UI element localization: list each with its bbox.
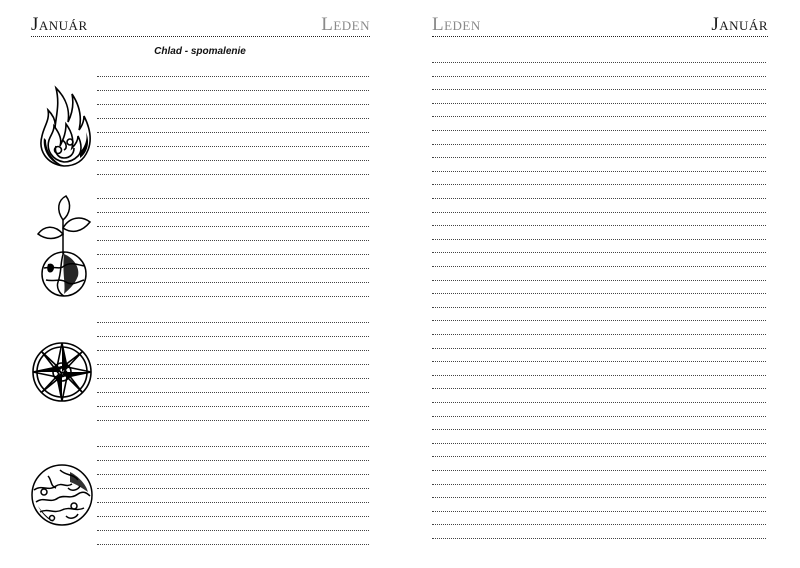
writing-line [97,474,369,475]
writing-line [97,104,369,105]
writing-line [97,282,369,283]
writing-line [97,420,369,421]
writing-line [432,225,766,226]
writing-line [432,511,766,512]
writing-line [432,402,766,403]
writing-line [97,336,369,337]
writing-line [432,184,766,185]
writing-line [432,252,766,253]
writing-line [97,488,369,489]
writing-line [432,266,766,267]
writing-line [97,254,369,255]
writing-line [432,388,766,389]
compass-rose-icon [30,336,94,408]
writing-line [97,160,369,161]
writing-line [97,296,369,297]
header-rule [31,36,370,37]
writing-line [432,524,766,525]
writing-line [432,103,766,104]
water-globe-icon [30,462,94,528]
earth-sprout-icon [34,194,94,298]
writing-line [97,392,369,393]
writing-line [432,497,766,498]
writing-line [432,62,766,63]
writing-line [432,76,766,77]
writing-line [432,116,766,117]
writing-line [97,544,369,545]
writing-line [97,350,369,351]
writing-line [432,157,766,158]
writing-line [432,307,766,308]
header-month-czech: Leden [321,14,370,35]
writing-line [97,406,369,407]
header-month-czech: Leden [432,14,481,35]
writing-line [97,530,369,531]
page-subtitle: Chlad - spomalenie [154,46,246,57]
writing-line [97,322,369,323]
writing-line [432,293,766,294]
writing-line [97,446,369,447]
writing-line [432,198,766,199]
writing-line [432,429,766,430]
writing-line [432,130,766,131]
writing-line [432,443,766,444]
writing-line [432,212,766,213]
writing-line [432,375,766,376]
writing-line [97,516,369,517]
writing-line [432,334,766,335]
writing-line [97,198,369,199]
writing-line [97,364,369,365]
writing-line [97,174,369,175]
writing-line [97,76,369,77]
writing-line [432,470,766,471]
header-month-slovak: Január [31,14,88,35]
writing-line [432,484,766,485]
header-rule [432,36,768,37]
right-page [400,0,800,568]
writing-line [97,226,369,227]
writing-line [432,361,766,362]
fire-icon [34,78,94,170]
writing-line [97,212,369,213]
writing-line [97,460,369,461]
writing-line [432,416,766,417]
writing-line [97,146,369,147]
writing-line [97,118,369,119]
writing-line [97,90,369,91]
writing-line [432,171,766,172]
writing-line [432,456,766,457]
writing-line [432,144,766,145]
writing-line [432,239,766,240]
writing-line [432,89,766,90]
writing-line [97,132,369,133]
header-month-slovak: Január [711,14,768,35]
writing-line [97,378,369,379]
writing-line [97,502,369,503]
writing-line [432,320,766,321]
writing-line [97,240,369,241]
writing-line [432,280,766,281]
writing-line [432,348,766,349]
writing-line [97,268,369,269]
writing-line [432,538,766,539]
